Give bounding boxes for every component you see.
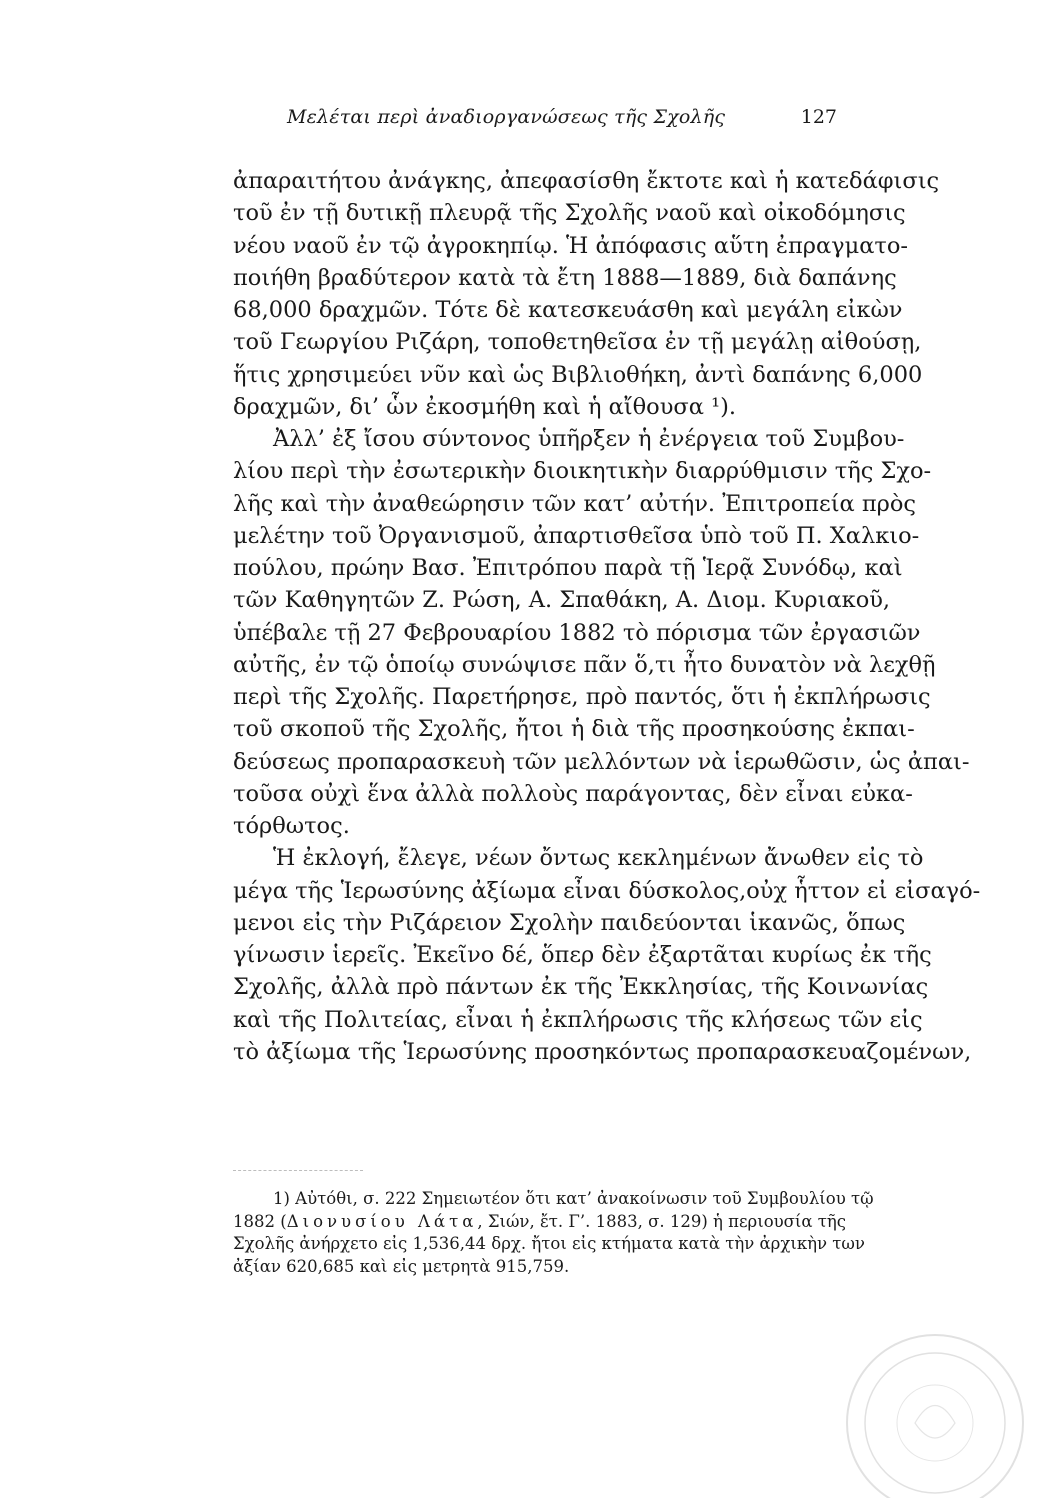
text-line: γίνωσιν ἱερεῖς. Ἐκεῖνο δέ, ὅπερ δὲν ἐξαρτᾶται κυρίως ἐκ τῆς bbox=[233, 942, 932, 968]
text-line: ὑπέβαλε τῇ 27 Φεβρουαρίου 1882 τὸ πόρισμα τῶν ἐργασιῶν bbox=[233, 619, 921, 646]
text-line: τῶν Καθηγητῶν Ζ. Ρώση, Α. Σπαθάκη, Α. Διομ. Κυριακοῦ, bbox=[233, 587, 891, 614]
footnote-text: , Σιών, ἔτ. Γ’. 1883, σ. 129) ἡ περιουσία τῆς bbox=[477, 1211, 847, 1231]
text-line: λίου περὶ τὴν ἐσωτερικὴν διοικητικὴν διαρρύθμισιν τῆς Σχο- bbox=[233, 458, 932, 485]
footnote-line bbox=[233, 1211, 847, 1234]
footnote-author-name: Διονυσίου Λάτα bbox=[286, 1211, 478, 1231]
footnote-line: ἀξίαν 620,685 καὶ εἰς μετρητὰ 915,759. bbox=[233, 1256, 570, 1276]
text-line: ἀπαραιτήτου ἀνάγκης, ἀπεφασίσθη ἔκτοτε καὶ ἡ κατεδάφισις bbox=[233, 168, 940, 194]
footnote-line: 1) Αὐτόθι, σ. 222 Σημειωτέον ὅτι κατ’ ἀνακοίνωσιν τοῦ Συμβουλίου τῷ bbox=[273, 1189, 874, 1208]
footnote-text: 1882 ( bbox=[233, 1211, 287, 1231]
text-line: Σχολῆς, ἀλλὰ πρὸ πάντων ἐκ τῆς Ἐκκλησίας, τῆς Κοινωνίας bbox=[233, 974, 929, 1001]
text-line: ποιήθη βραδύτερον κατὰ τὰ ἔτη 1888—1889, διὰ δαπάνης bbox=[233, 264, 897, 291]
text-line: τοῦ ἐν τῇ δυτικῇ πλευρᾷ τῆς Σχολῆς ναοῦ καὶ οἰκοδόμησις bbox=[233, 200, 906, 227]
text-line: Ἡ ἐκλογή, ἔλεγε, νέων ὄντως κεκλημένων ἄνωθεν εἰς τὸ bbox=[273, 845, 924, 872]
text-line: μενοι εἰς τὴν Ριζάρειον Σχολὴν παιδεύονται ἱκανῶς, ὅπως bbox=[233, 909, 906, 936]
text-line: τόρθωτος. bbox=[233, 813, 350, 839]
text-line: νέου ναοῦ ἐν τῷ ἀγροκηπίῳ. Ἡ ἀπόφασις αὕτη ἐπραγματο- bbox=[233, 232, 909, 259]
footnote-divider bbox=[233, 1170, 363, 1171]
running-header bbox=[287, 106, 837, 140]
text-line: τὸ ἀξίωμα τῆς Ἱερωσύνης προσηκόντως προπαρασκευαζομένων, bbox=[233, 1038, 972, 1065]
text-line: τοῦσα οὐχὶ ἕνα ἀλλὰ πολλοὺς παράγοντας, δὲν εἶναι εὐκα- bbox=[233, 780, 913, 807]
text-line: δραχμῶν, δι’ ὧν ἐκοσμήθη καὶ ἡ αἴθουσα ¹). bbox=[233, 393, 737, 420]
main-text bbox=[233, 165, 981, 1068]
footnote bbox=[233, 1188, 874, 1278]
text-line: ἥτις χρησιμεύει νῦν καὶ ὡς Βιβλιοθήκη, ἀντὶ δαπάνης 6,000 bbox=[233, 361, 923, 388]
text-line: μέγα τῆς Ἱερωσύνης ἀξίωμα εἶναι δύσκολος,οὐχ ἧττον εἰ εἰσαγό- bbox=[233, 877, 981, 904]
footnote-line: Σχολῆς ἀνήρχετο εἰς 1,536,44 δρχ. ἤτοι εἰς κτήματα κατὰ τὴν ἀρχικὴν των bbox=[233, 1234, 865, 1253]
running-title: Μελέται περὶ ἀναδιοργανώσεως τῆς Σχολῆς bbox=[287, 106, 726, 128]
text-line: αὐτῆς, ἐν τῷ ὁποίῳ συνώψισε πᾶν ὅ,τι ἦτο δυνατὸν νὰ λεχθῇ bbox=[233, 651, 936, 678]
text-line: καὶ τῆς Πολιτείας, εἶναι ἡ ἐκπλήρωσις τῆς κλήσεως τῶν εἰς bbox=[233, 1006, 923, 1033]
text-line: τοῦ Γεωργίου Ριζάρη, τοποθετηθεῖσα ἐν τῇ μεγάλῃ αἰθούσῃ, bbox=[233, 329, 922, 356]
text-line: δεύσεως προπαρασκευὴ τῶν μελλόντων νὰ ἱερωθῶσιν, ὡς ἀπαι- bbox=[233, 748, 970, 775]
text-line: τοῦ σκοποῦ τῆς Σχολῆς, ἤτοι ἡ διὰ τῆς προσηκούσης ἐκπαι- bbox=[233, 716, 915, 743]
text-line: περὶ τῆς Σχολῆς. Παρετήρησε, πρὸ παντός, ὅτι ἡ ἐκπλήρωσις bbox=[233, 684, 931, 710]
library-stamp-watermark bbox=[830, 1328, 1030, 1498]
page-number: 127 bbox=[800, 106, 837, 128]
text-line: Ἀλλ’ ἐξ ἴσου σύντονος ὑπῆρξεν ἡ ἐνέργεια τοῦ Συμβου- bbox=[273, 426, 905, 452]
text-line: μελέτην τοῦ Ὀργανισμοῦ, ἀπαρτισθεῖσα ὑπὸ τοῦ Π. Χαλκιο- bbox=[233, 522, 920, 549]
text-line: πούλου, πρώην Βασ. Ἐπιτρόπου παρὰ τῇ Ἱερᾷ Συνόδῳ, καὶ bbox=[233, 555, 903, 581]
text-line: λῆς καὶ τὴν ἀναθεώρησιν τῶν κατ’ αὐτήν. Ἐπιτροπεία πρὸς bbox=[233, 490, 917, 517]
text-line: 68,000 δραχμῶν. Τότε δὲ κατεσκευάσθη καὶ μεγάλη εἰκὼν bbox=[233, 297, 903, 323]
